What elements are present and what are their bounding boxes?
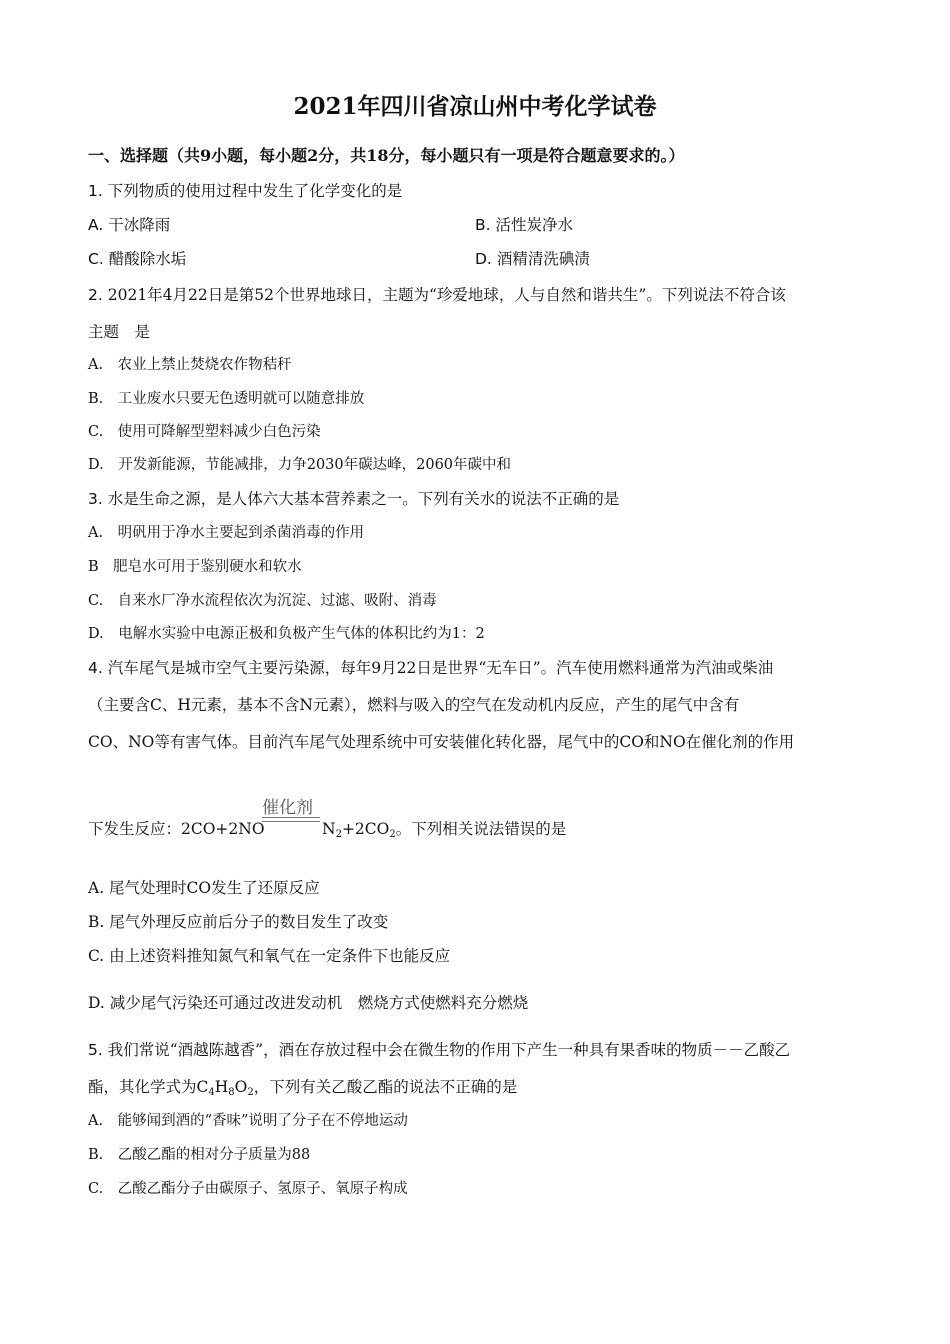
- equation-suffix: 。下列相关说法错误的是: [395, 820, 567, 838]
- option-text: 干冰降雨: [108, 216, 171, 234]
- question-1-option-d: [475, 249, 590, 269]
- question-2-stem-line-1: [88, 285, 786, 305]
- question-number: 3.: [88, 490, 103, 508]
- question-2-option-a: A. 农业上禁止焚烧农作物秸秆: [88, 357, 292, 373]
- question-4-stem-line-1: [88, 658, 773, 678]
- formula-co-sub: 2: [389, 829, 396, 840]
- question-4-option-d: D. 减少尾气污染还可通过改进发动机 燃烧方式使燃料充分燃烧: [88, 994, 529, 1012]
- formula-n: N: [322, 820, 336, 838]
- formula-c-sub: 4: [208, 1087, 215, 1098]
- question-1-option-a: [88, 215, 170, 235]
- equation-prefix: 下发生反应：2CO+2NO: [88, 820, 265, 838]
- question-1-option-c: [88, 249, 186, 269]
- question-number: 5.: [88, 1041, 103, 1059]
- question-number: 1.: [88, 182, 103, 200]
- reaction-line-bottom: [262, 821, 320, 822]
- formula-h-sub: 8: [228, 1087, 235, 1098]
- question-2-option-b: B. 工业废水只要无色透明就可以随意排放: [88, 391, 365, 407]
- formula-h: H: [214, 1078, 229, 1096]
- question-4-option-b: B. 尾气外理反应前后分子的数目发生了改变: [88, 913, 389, 931]
- question-text: 汽车尾气是城市空气主要污染源，每年9月22日是世界“无车日”。汽车使用燃料通常为汽油或柴油: [107, 659, 774, 677]
- option-label: C.: [88, 250, 104, 268]
- question-3-option-a: A. 明矾用于净水主要起到杀菌消毒的作用: [88, 525, 365, 541]
- question-number: 4.: [88, 659, 103, 677]
- question-5-option-a: A. 能够闻到酒的“香味”说明了分子在不停地运动: [88, 1113, 408, 1129]
- question-4-stem-line-2: （主要含C、H元素，基本不含N元素），燃料与吸入的空气在发动机内反应，产生的尾气中含有: [88, 696, 740, 714]
- question-1-stem: [88, 181, 402, 201]
- equation-products: [322, 819, 566, 839]
- question-text-tail: ，下列有关乙酸乙酯的说法不正确的是: [253, 1078, 518, 1096]
- section-heading: 一、选择题（共9小题，每小题2分，共18分，每小题只有一项是符合题意要求的。）: [88, 146, 685, 165]
- question-5-option-b: B. 乙酸乙酯的相对分子质量为88: [88, 1147, 311, 1163]
- question-2-option-c: C. 使用可降解型塑料减少白色污染: [88, 424, 321, 440]
- question-number: 2.: [88, 286, 103, 304]
- option-label: D.: [475, 250, 492, 268]
- question-3-stem: [88, 489, 619, 509]
- option-text: 酒精清洗碘渍: [496, 250, 590, 268]
- question-text: 酯，其化学式为C: [88, 1078, 209, 1096]
- question-1-option-b: [475, 215, 573, 235]
- question-4-stem-line-3: CO、NO等有害气体。目前汽车尾气处理系统中可安装催化转化器，尾气中的CO和NO在催化剂的作用: [88, 733, 795, 751]
- formula-n-sub: 2: [335, 829, 342, 840]
- question-2-stem-line-2: 主题 是: [88, 323, 151, 341]
- question-text: 水是生命之源，是人体六大基本营养素之一。下列有关水的说法不正确的是: [107, 490, 620, 508]
- question-4-option-a: A. 尾气处理时CO发生了还原反应: [88, 879, 320, 897]
- page-title: 2021年四川省凉山州中考化学试卷: [293, 93, 657, 120]
- formula-co: +2CO: [341, 820, 390, 838]
- question-5-stem-line-2: [88, 1077, 517, 1097]
- question-3-option-b: B 肥皂水可用于鉴别硬水和软水: [88, 559, 302, 575]
- option-text: 醋酸除水垢: [108, 250, 187, 268]
- option-text: 活性炭净水: [495, 216, 574, 234]
- question-4-option-c: C. 由上述资料推知氮气和氧气在一定条件下也能反应: [88, 947, 451, 965]
- reaction-line-top: [262, 817, 320, 818]
- question-2-option-d: D. 开发新能源，节能减排，力争2030年碳达峰，2060年碳中和: [88, 457, 512, 473]
- formula-o-sub: 2: [247, 1087, 254, 1098]
- option-label: A.: [88, 216, 104, 234]
- question-5-option-c: C. 乙酸乙酯分子由碳原子、氢原子、氧原子构成: [88, 1181, 408, 1197]
- formula-o: O: [234, 1078, 248, 1096]
- question-5-stem-line-1: [88, 1040, 790, 1060]
- question-text: 下列物质的使用过程中发生了化学变化的是: [107, 182, 403, 200]
- option-label: B.: [475, 216, 491, 234]
- question-text: 我们常说“酒越陈越香”，酒在存放过程中会在微生物的作用下产生一种具有果香味的物质－－乙酸乙: [107, 1041, 791, 1059]
- catalyst-label: 催化剂: [262, 798, 313, 818]
- question-text: 2021年4月22日是第52个世界地球日，主题为“珍爱地球，人与自然和谐共生”。下列说法不符合该: [107, 286, 786, 304]
- question-3-option-c: C. 自来水厂净水流程依次为沉淀、过滤、吸附、消毒: [88, 593, 437, 609]
- question-3-option-d: D. 电解水实验中电源正极和负极产生气体的体积比约为1：2: [88, 626, 485, 642]
